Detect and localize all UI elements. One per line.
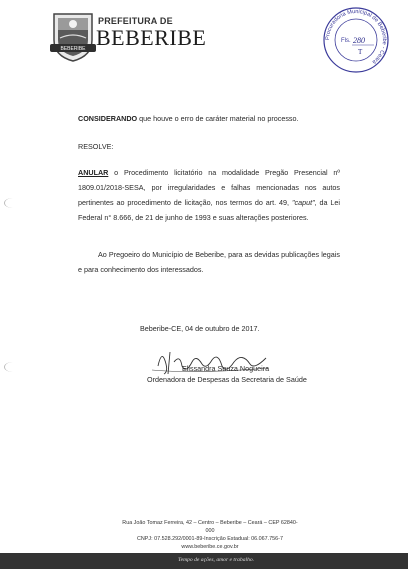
city-name: BEBERIBE	[96, 25, 207, 50]
caput-term: "caput"	[291, 198, 315, 207]
anular-keyword: ANULAR	[78, 168, 109, 177]
prefeitura-logo	[50, 8, 210, 68]
stamp-fls-value: 280	[353, 36, 365, 45]
punch-hole-mark	[4, 198, 21, 208]
footer-website: www.beberibe.ce.gov.br	[181, 544, 239, 550]
footer-cnpj-line: CNPJ: 07.528.292/0001-89-Inscrição Estadual: 06.067.756-7	[137, 536, 283, 542]
punch-hole-mark	[4, 362, 21, 372]
considerando-paragraph	[78, 111, 340, 126]
footer-address	[120, 519, 300, 551]
considerando-text: que houve o erro de caráter material no processo.	[137, 114, 299, 123]
procuradoria-stamp	[322, 6, 390, 74]
anular-paragraph	[78, 165, 340, 225]
stamp-ring-text: Procuradoria Municipal de Beberibe - Ceará	[324, 8, 388, 65]
pregoeiro-paragraph: Ao Pregoeiro do Município de Beberibe, para as devidas publicações legais e para conhecimento dos interessados.	[78, 250, 340, 274]
prefeitura-label: PREFEITURA DE	[98, 16, 173, 26]
document-date: Beberibe-CE, 04 de outubro de 2017.	[140, 324, 260, 333]
signer-role: Ordenadora de Despesas da Secretaria de Saúde	[147, 375, 307, 384]
municipal-crest-icon	[50, 10, 96, 62]
resolve-heading: RESOLVE:	[78, 142, 114, 151]
signer-name: Elissandra Souza Nogueira	[182, 364, 270, 373]
svg-text:BEBERIBE: BEBERIBE	[60, 46, 86, 52]
stamp-initial: T	[358, 48, 363, 56]
footer-address-line: Rua João Tomaz Ferreira, 42 – Centro – Beberibe – Ceará – CEP 62840-000	[122, 520, 298, 534]
stamp-fls-label: Fls.	[341, 38, 351, 44]
considerando-keyword: CONSIDERANDO	[78, 114, 138, 123]
footer-slogan: Tempo de ações, amor e trabalho.	[178, 557, 255, 563]
anular-text-2: , da Lei Federal n° 8.666, de 21 de junho de 1993 e suas alterações posteriores.	[78, 198, 340, 222]
anular-text-1: o Procedimento licitatório na modalidade Pregão Presencial nº 1809.01/2018-SESA, por irregularidades e falhas mencionadas nos autos pertinentes ao procedimento de licitação, nos termos do art. 49,	[78, 168, 340, 207]
